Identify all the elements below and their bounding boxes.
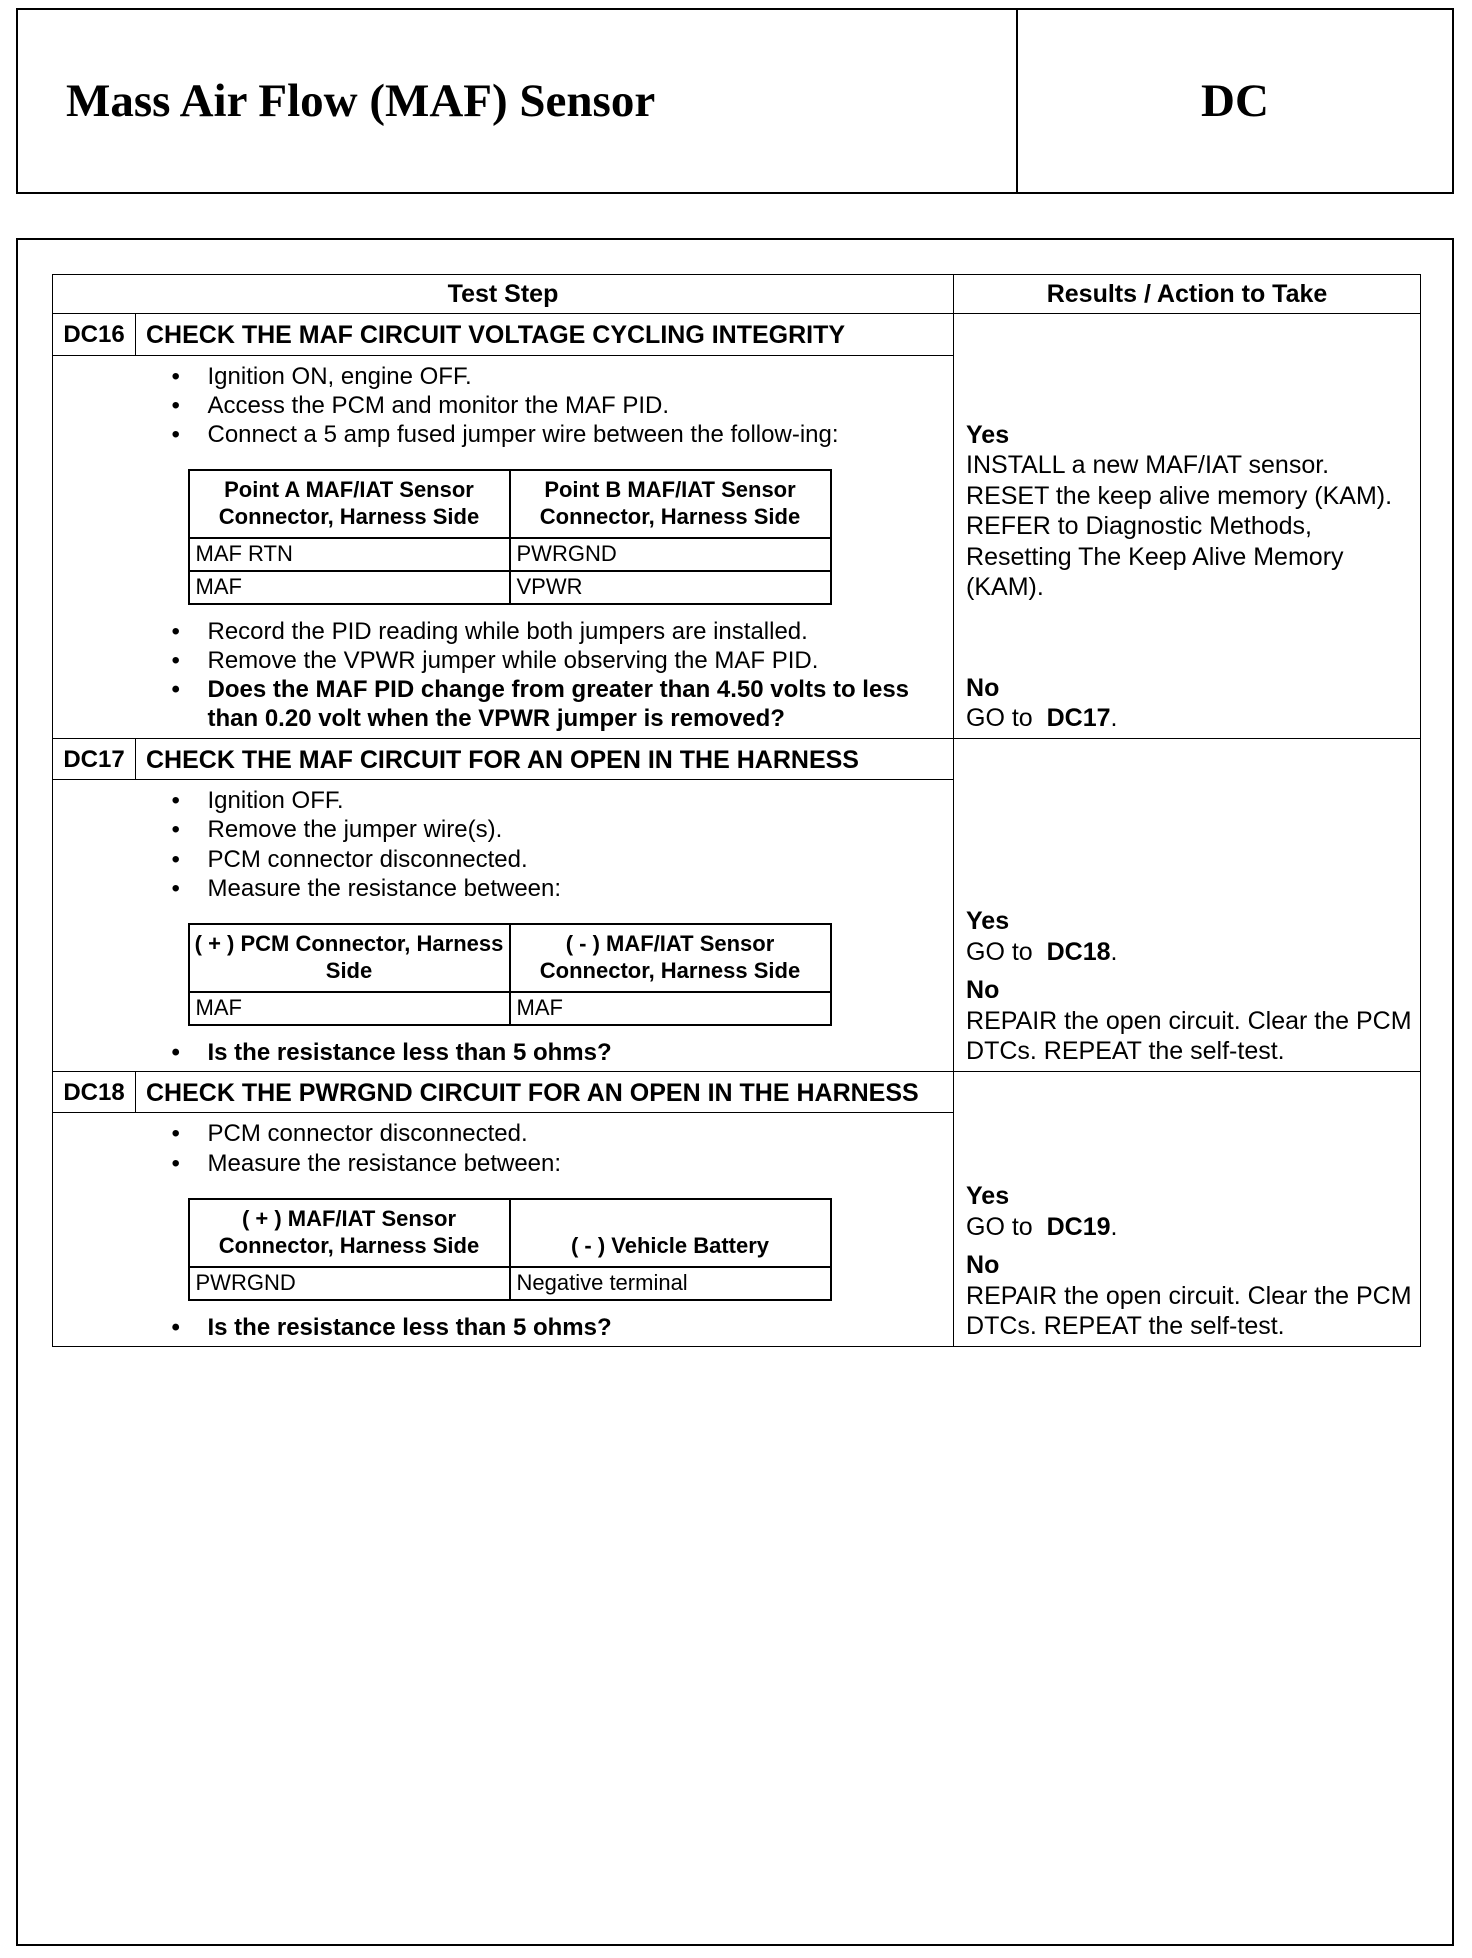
step-dc18-results <box>954 1071 1421 1346</box>
page-header <box>16 8 1454 194</box>
table-cell: MAF <box>510 992 831 1025</box>
step-dc18-title-row <box>53 1071 1421 1113</box>
no-label: No <box>966 1251 1000 1280</box>
table-header-row <box>53 275 1421 314</box>
table-row <box>189 571 831 604</box>
step-id: DC17 <box>53 738 136 780</box>
goto-target: DC17 <box>1046 704 1111 733</box>
sub-table-header: Point B MAF/IAT Sensor Connector, Harness Side <box>510 470 831 538</box>
yes-label: Yes <box>966 1182 1010 1211</box>
step-title: CHECK THE MAF CIRCUIT FOR AN OPEN IN THE HARNESS <box>136 738 954 780</box>
step-bullets <box>164 1038 944 1067</box>
test-step-header: Test Step <box>53 275 954 314</box>
sub-table-header: ( + ) MAF/IAT Sensor Connector, Harness Side <box>189 1199 510 1267</box>
list-item: • Connect a 5 amp fused jumper wire between the follow-ing: <box>164 420 944 449</box>
measurement-table <box>188 1198 832 1300</box>
list-item: • Ignition OFF. <box>164 786 944 815</box>
step-bullets <box>164 1313 944 1342</box>
step-title: CHECK THE MAF CIRCUIT VOLTAGE CYCLING INTEGRITY <box>136 314 954 356</box>
no-action: GO to DC17. <box>966 704 1118 733</box>
diagnostic-table <box>52 274 1421 1347</box>
page-title: Mass Air Flow (MAF) Sensor <box>66 75 656 127</box>
list-item: • Ignition ON, engine OFF. <box>164 362 944 391</box>
list-item: • PCM connector disconnected. <box>164 1119 944 1148</box>
step-bullets <box>164 786 944 903</box>
list-item: • Measure the resistance between: <box>164 874 944 903</box>
measurement-table <box>188 923 832 1025</box>
list-item: • Record the PID reading while both jumpers are installed. <box>164 617 944 646</box>
sub-table-header: Point A MAF/IAT Sensor Connector, Harness Side <box>189 470 510 538</box>
no-label: No <box>966 976 1000 1005</box>
connection-table <box>188 469 832 604</box>
table-row <box>189 1267 831 1300</box>
sub-table-header: ( - ) MAF/IAT Sensor Connector, Harness Side <box>510 924 831 992</box>
table-cell: VPWR <box>510 571 831 604</box>
step-question: • Does the MAF PID change from greater than 4.50 volts to less than 0.20 volt when the VPWR jumper is removed? <box>164 675 944 734</box>
step-dc18-body <box>136 1113 954 1346</box>
table-cell: PWRGND <box>510 538 831 571</box>
no-action: REPAIR the open circuit. Clear the PCM DTCs. REPEAT the self-test. <box>966 1006 1412 1066</box>
sub-table-header: ( - ) Vehicle Battery <box>510 1199 831 1267</box>
yes-action: GO to DC19. <box>966 1212 1118 1241</box>
yes-action: INSTALL a new MAF/IAT sensor. RESET the keep alive memory (KAM). REFER to Diagnostic Methods, Resetting The Keep Alive Memory (KAM). <box>966 451 1393 602</box>
table-cell: PWRGND <box>189 1267 510 1300</box>
yes-action: GO to DC18. <box>966 937 1118 966</box>
list-item: • Remove the VPWR jumper while observing the MAF PID. <box>164 646 944 675</box>
list-item: • Measure the resistance between: <box>164 1149 944 1178</box>
table-cell: Negative terminal <box>510 1267 831 1300</box>
goto-target: DC18 <box>1046 937 1111 966</box>
step-dc17-results <box>954 738 1421 1071</box>
list-item: • Access the PCM and monitor the MAF PID. <box>164 391 944 420</box>
table-cell: MAF RTN <box>189 538 510 571</box>
step-dc17-title-row <box>53 738 1421 780</box>
yes-label: Yes <box>966 907 1010 936</box>
step-dc16-results <box>954 314 1421 739</box>
step-id: DC16 <box>53 314 136 356</box>
list-item: • PCM connector disconnected. <box>164 845 944 874</box>
step-question: • Is the resistance less than 5 ohms? <box>164 1038 944 1067</box>
table-row <box>189 992 831 1025</box>
step-dc16-title-row <box>53 314 1421 356</box>
list-item: • Remove the jumper wire(s). <box>164 815 944 844</box>
step-dc16-body <box>136 355 954 738</box>
step-bullets <box>164 617 944 734</box>
step-question: • Is the resistance less than 5 ohms? <box>164 1313 944 1342</box>
no-action: REPAIR the open circuit. Clear the PCM DTCs. REPEAT the self-test. <box>966 1281 1412 1341</box>
step-id: DC18 <box>53 1071 136 1113</box>
yes-label: Yes <box>966 420 1010 449</box>
table-cell: MAF <box>189 571 510 604</box>
table-cell: MAF <box>189 992 510 1025</box>
results-header: Results / Action to Take <box>954 275 1421 314</box>
step-title: CHECK THE PWRGND CIRCUIT FOR AN OPEN IN THE HARNESS <box>136 1071 954 1113</box>
step-dc17-body <box>136 780 954 1072</box>
step-bullets <box>164 1119 944 1178</box>
step-bullets <box>164 362 944 450</box>
table-row <box>189 538 831 571</box>
no-label: No <box>966 673 1000 702</box>
sub-table-header: ( + ) PCM Connector, Harness Side <box>189 924 510 992</box>
goto-target: DC19 <box>1046 1212 1111 1241</box>
section-code: DC <box>1016 10 1452 192</box>
